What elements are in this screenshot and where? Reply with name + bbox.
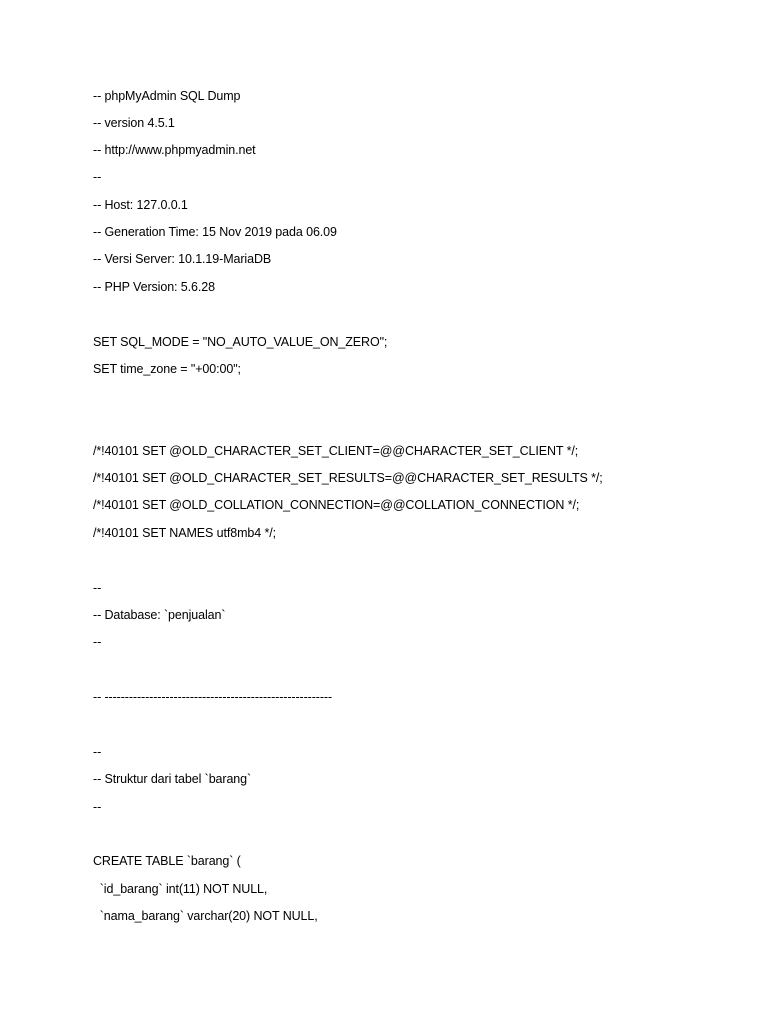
doc-line: SET SQL_MODE = "NO_AUTO_VALUE_ON_ZERO"; (93, 335, 388, 349)
doc-line: -- (93, 635, 102, 649)
doc-line: `nama_barang` varchar(20) NOT NULL, (93, 909, 318, 923)
doc-line: -- Struktur dari tabel `barang` (93, 772, 252, 786)
doc-line: -- Generation Time: 15 Nov 2019 pada 06.09 (93, 225, 337, 239)
doc-line: -- (93, 800, 102, 814)
doc-line: /*!40101 SET @OLD_CHARACTER_SET_CLIENT=@@CHARACTER_SET_CLIENT */; (93, 444, 579, 458)
doc-line: -- -------------------------------------------------------- (93, 690, 333, 704)
doc-line: -- (93, 170, 102, 184)
doc-line: /*!40101 SET @OLD_COLLATION_CONNECTION=@@COLLATION_CONNECTION */; (93, 498, 580, 512)
doc-line: -- (93, 581, 102, 595)
doc-line: /*!40101 SET @OLD_CHARACTER_SET_RESULTS=@@CHARACTER_SET_RESULTS */; (93, 471, 603, 485)
doc-line: -- version 4.5.1 (93, 116, 175, 130)
doc-line: -- phpMyAdmin SQL Dump (93, 89, 241, 103)
doc-line: -- Versi Server: 10.1.19-MariaDB (93, 252, 272, 266)
doc-line: -- Database: `penjualan` (93, 608, 226, 622)
doc-line: /*!40101 SET NAMES utf8mb4 */; (93, 526, 276, 540)
doc-line: SET time_zone = "+00:00"; (93, 362, 241, 376)
doc-line: -- http://www.phpmyadmin.net (93, 143, 256, 157)
doc-line: -- PHP Version: 5.6.28 (93, 280, 215, 294)
doc-line: `id_barang` int(11) NOT NULL, (93, 882, 268, 896)
doc-line: -- (93, 745, 102, 759)
doc-line: CREATE TABLE `barang` ( (93, 854, 241, 868)
doc-line: -- Host: 127.0.0.1 (93, 198, 188, 212)
